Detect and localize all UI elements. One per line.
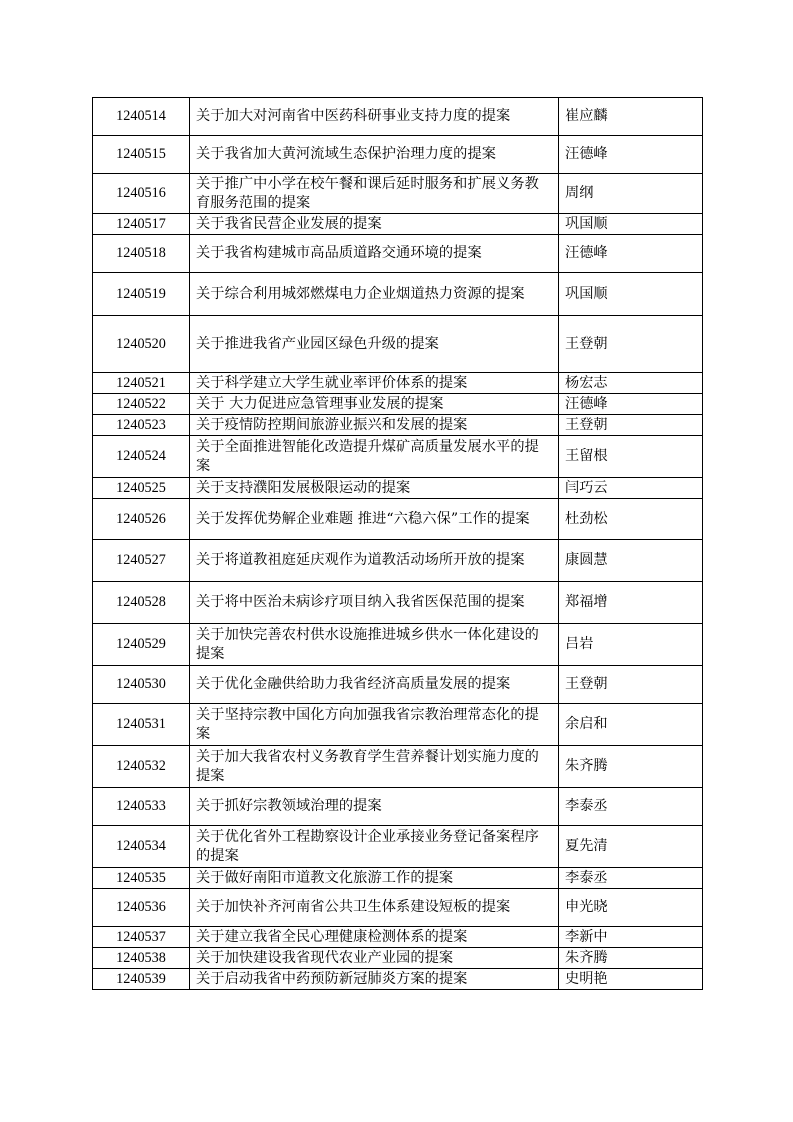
proposal-number: 1240515 — [93, 136, 190, 174]
proposer-name: 郑福增 — [559, 582, 703, 624]
proposal-number: 1240532 — [93, 746, 190, 788]
table-row — [93, 927, 703, 948]
proposal-title: 关于科学建立大学生就业率评价体系的提案 — [190, 373, 559, 394]
proposer-name: 王登朝 — [559, 666, 703, 704]
proposal-number: 1240529 — [93, 624, 190, 666]
proposal-number: 1240516 — [93, 174, 190, 214]
proposal-title: 关于加快完善农村供水设施推进城乡供水一体化建设的提案 — [190, 624, 559, 666]
proposal-title: 关于疫情防控期间旅游业振兴和发展的提案 — [190, 415, 559, 436]
proposal-title: 关于做好南阳市道教文化旅游工作的提案 — [190, 868, 559, 889]
table-row — [93, 273, 703, 316]
proposer-name: 李新中 — [559, 927, 703, 948]
table-row — [93, 394, 703, 415]
table-row — [93, 415, 703, 436]
proposal-number: 1240531 — [93, 704, 190, 746]
proposal-title: 关于坚持宗教中国化方向加强我省宗教治理常态化的提案 — [190, 704, 559, 746]
proposer-name: 李泰丞 — [559, 788, 703, 826]
table-row — [93, 499, 703, 540]
proposal-title: 关于优化省外工程勘察设计企业承接业务登记备案程序的提案 — [190, 826, 559, 868]
proposal-number: 1240514 — [93, 98, 190, 136]
table-row — [93, 868, 703, 889]
proposal-number: 1240530 — [93, 666, 190, 704]
proposal-number: 1240538 — [93, 948, 190, 969]
proposer-name: 朱齐腾 — [559, 746, 703, 788]
proposer-name: 李泰丞 — [559, 868, 703, 889]
proposal-number: 1240521 — [93, 373, 190, 394]
proposal-title: 关于将道教祖庭延庆观作为道教活动场所开放的提案 — [190, 540, 559, 582]
table-row — [93, 746, 703, 788]
proposer-name: 巩国顺 — [559, 273, 703, 316]
table-row — [93, 969, 703, 990]
proposer-name: 史明艳 — [559, 969, 703, 990]
proposal-number: 1240522 — [93, 394, 190, 415]
table-row — [93, 624, 703, 666]
table-row — [93, 826, 703, 868]
proposal-title: 关于综合利用城郊燃煤电力企业烟道热力资源的提案 — [190, 273, 559, 316]
proposer-name: 汪德峰 — [559, 235, 703, 273]
proposal-number: 1240533 — [93, 788, 190, 826]
proposal-title: 关于抓好宗教领域治理的提案 — [190, 788, 559, 826]
proposal-title: 关于 大力促进应急管理事业发展的提案 — [190, 394, 559, 415]
proposal-title: 关于优化金融供给助力我省经济高质量发展的提案 — [190, 666, 559, 704]
proposer-name: 周纲 — [559, 174, 703, 214]
proposal-title: 关于建立我省全民心理健康检测体系的提案 — [190, 927, 559, 948]
proposal-number: 1240527 — [93, 540, 190, 582]
proposer-name: 王登朝 — [559, 415, 703, 436]
proposal-title: 关于加快建设我省现代农业产业园的提案 — [190, 948, 559, 969]
proposer-name: 汪德峰 — [559, 394, 703, 415]
proposal-number: 1240524 — [93, 436, 190, 478]
proposal-title: 关于启动我省中药预防新冠肺炎方案的提案 — [190, 969, 559, 990]
proposal-title: 关于我省民营企业发展的提案 — [190, 214, 559, 235]
proposal-number: 1240517 — [93, 214, 190, 235]
table-row — [93, 316, 703, 373]
proposal-title: 关于加大我省农村义务教育学生营养餐计划实施力度的提案 — [190, 746, 559, 788]
proposal-number: 1240528 — [93, 582, 190, 624]
table-row — [93, 540, 703, 582]
proposal-number: 1240518 — [93, 235, 190, 273]
proposals-table-body — [93, 98, 703, 990]
table-row — [93, 136, 703, 174]
table-row — [93, 666, 703, 704]
table-row — [93, 582, 703, 624]
proposer-name: 申光晓 — [559, 889, 703, 927]
proposal-number: 1240519 — [93, 273, 190, 316]
table-row — [93, 436, 703, 478]
proposer-name: 王留根 — [559, 436, 703, 478]
proposal-number: 1240539 — [93, 969, 190, 990]
table-row — [93, 174, 703, 214]
proposer-name: 闫巧云 — [559, 478, 703, 499]
proposer-name: 夏先清 — [559, 826, 703, 868]
proposal-title: 关于发挥优势解企业难题 推进“六稳六保”工作的提案 — [190, 499, 559, 540]
proposer-name: 崔应麟 — [559, 98, 703, 136]
proposal-title: 关于支持濮阳发展极限运动的提案 — [190, 478, 559, 499]
proposal-number: 1240526 — [93, 499, 190, 540]
table-row — [93, 889, 703, 927]
table-row — [93, 788, 703, 826]
proposal-title: 关于我省加大黄河流域生态保护治理力度的提案 — [190, 136, 559, 174]
proposal-number: 1240525 — [93, 478, 190, 499]
table-row — [93, 478, 703, 499]
proposer-name: 王登朝 — [559, 316, 703, 373]
proposal-number: 1240534 — [93, 826, 190, 868]
table-row — [93, 214, 703, 235]
proposer-name: 朱齐腾 — [559, 948, 703, 969]
proposal-title: 关于全面推进智能化改造提升煤矿高质量发展水平的提案 — [190, 436, 559, 478]
proposer-name: 杜劲松 — [559, 499, 703, 540]
proposal-number: 1240537 — [93, 927, 190, 948]
table-row — [93, 948, 703, 969]
proposal-number: 1240536 — [93, 889, 190, 927]
table-row — [93, 235, 703, 273]
proposal-title: 关于加大对河南省中医药科研事业支持力度的提案 — [190, 98, 559, 136]
table-row — [93, 98, 703, 136]
proposer-name: 康圆慧 — [559, 540, 703, 582]
proposer-name: 汪德峰 — [559, 136, 703, 174]
proposal-number: 1240523 — [93, 415, 190, 436]
proposal-title: 关于我省构建城市高品质道路交通环境的提案 — [190, 235, 559, 273]
proposal-title: 关于加快补齐河南省公共卫生体系建设短板的提案 — [190, 889, 559, 927]
proposal-title: 关于将中医治未病诊疗项目纳入我省医保范围的提案 — [190, 582, 559, 624]
proposer-name: 巩国顺 — [559, 214, 703, 235]
proposer-name: 余启和 — [559, 704, 703, 746]
table-row — [93, 373, 703, 394]
proposal-title: 关于推进我省产业园区绿色升级的提案 — [190, 316, 559, 373]
proposal-number: 1240535 — [93, 868, 190, 889]
proposer-name: 吕岩 — [559, 624, 703, 666]
proposal-number: 1240520 — [93, 316, 190, 373]
proposal-title: 关于推广中小学在校午餐和课后延时服务和扩展义务教育服务范围的提案 — [190, 174, 559, 214]
table-row — [93, 704, 703, 746]
proposer-name: 杨宏志 — [559, 373, 703, 394]
proposals-table — [92, 97, 703, 990]
